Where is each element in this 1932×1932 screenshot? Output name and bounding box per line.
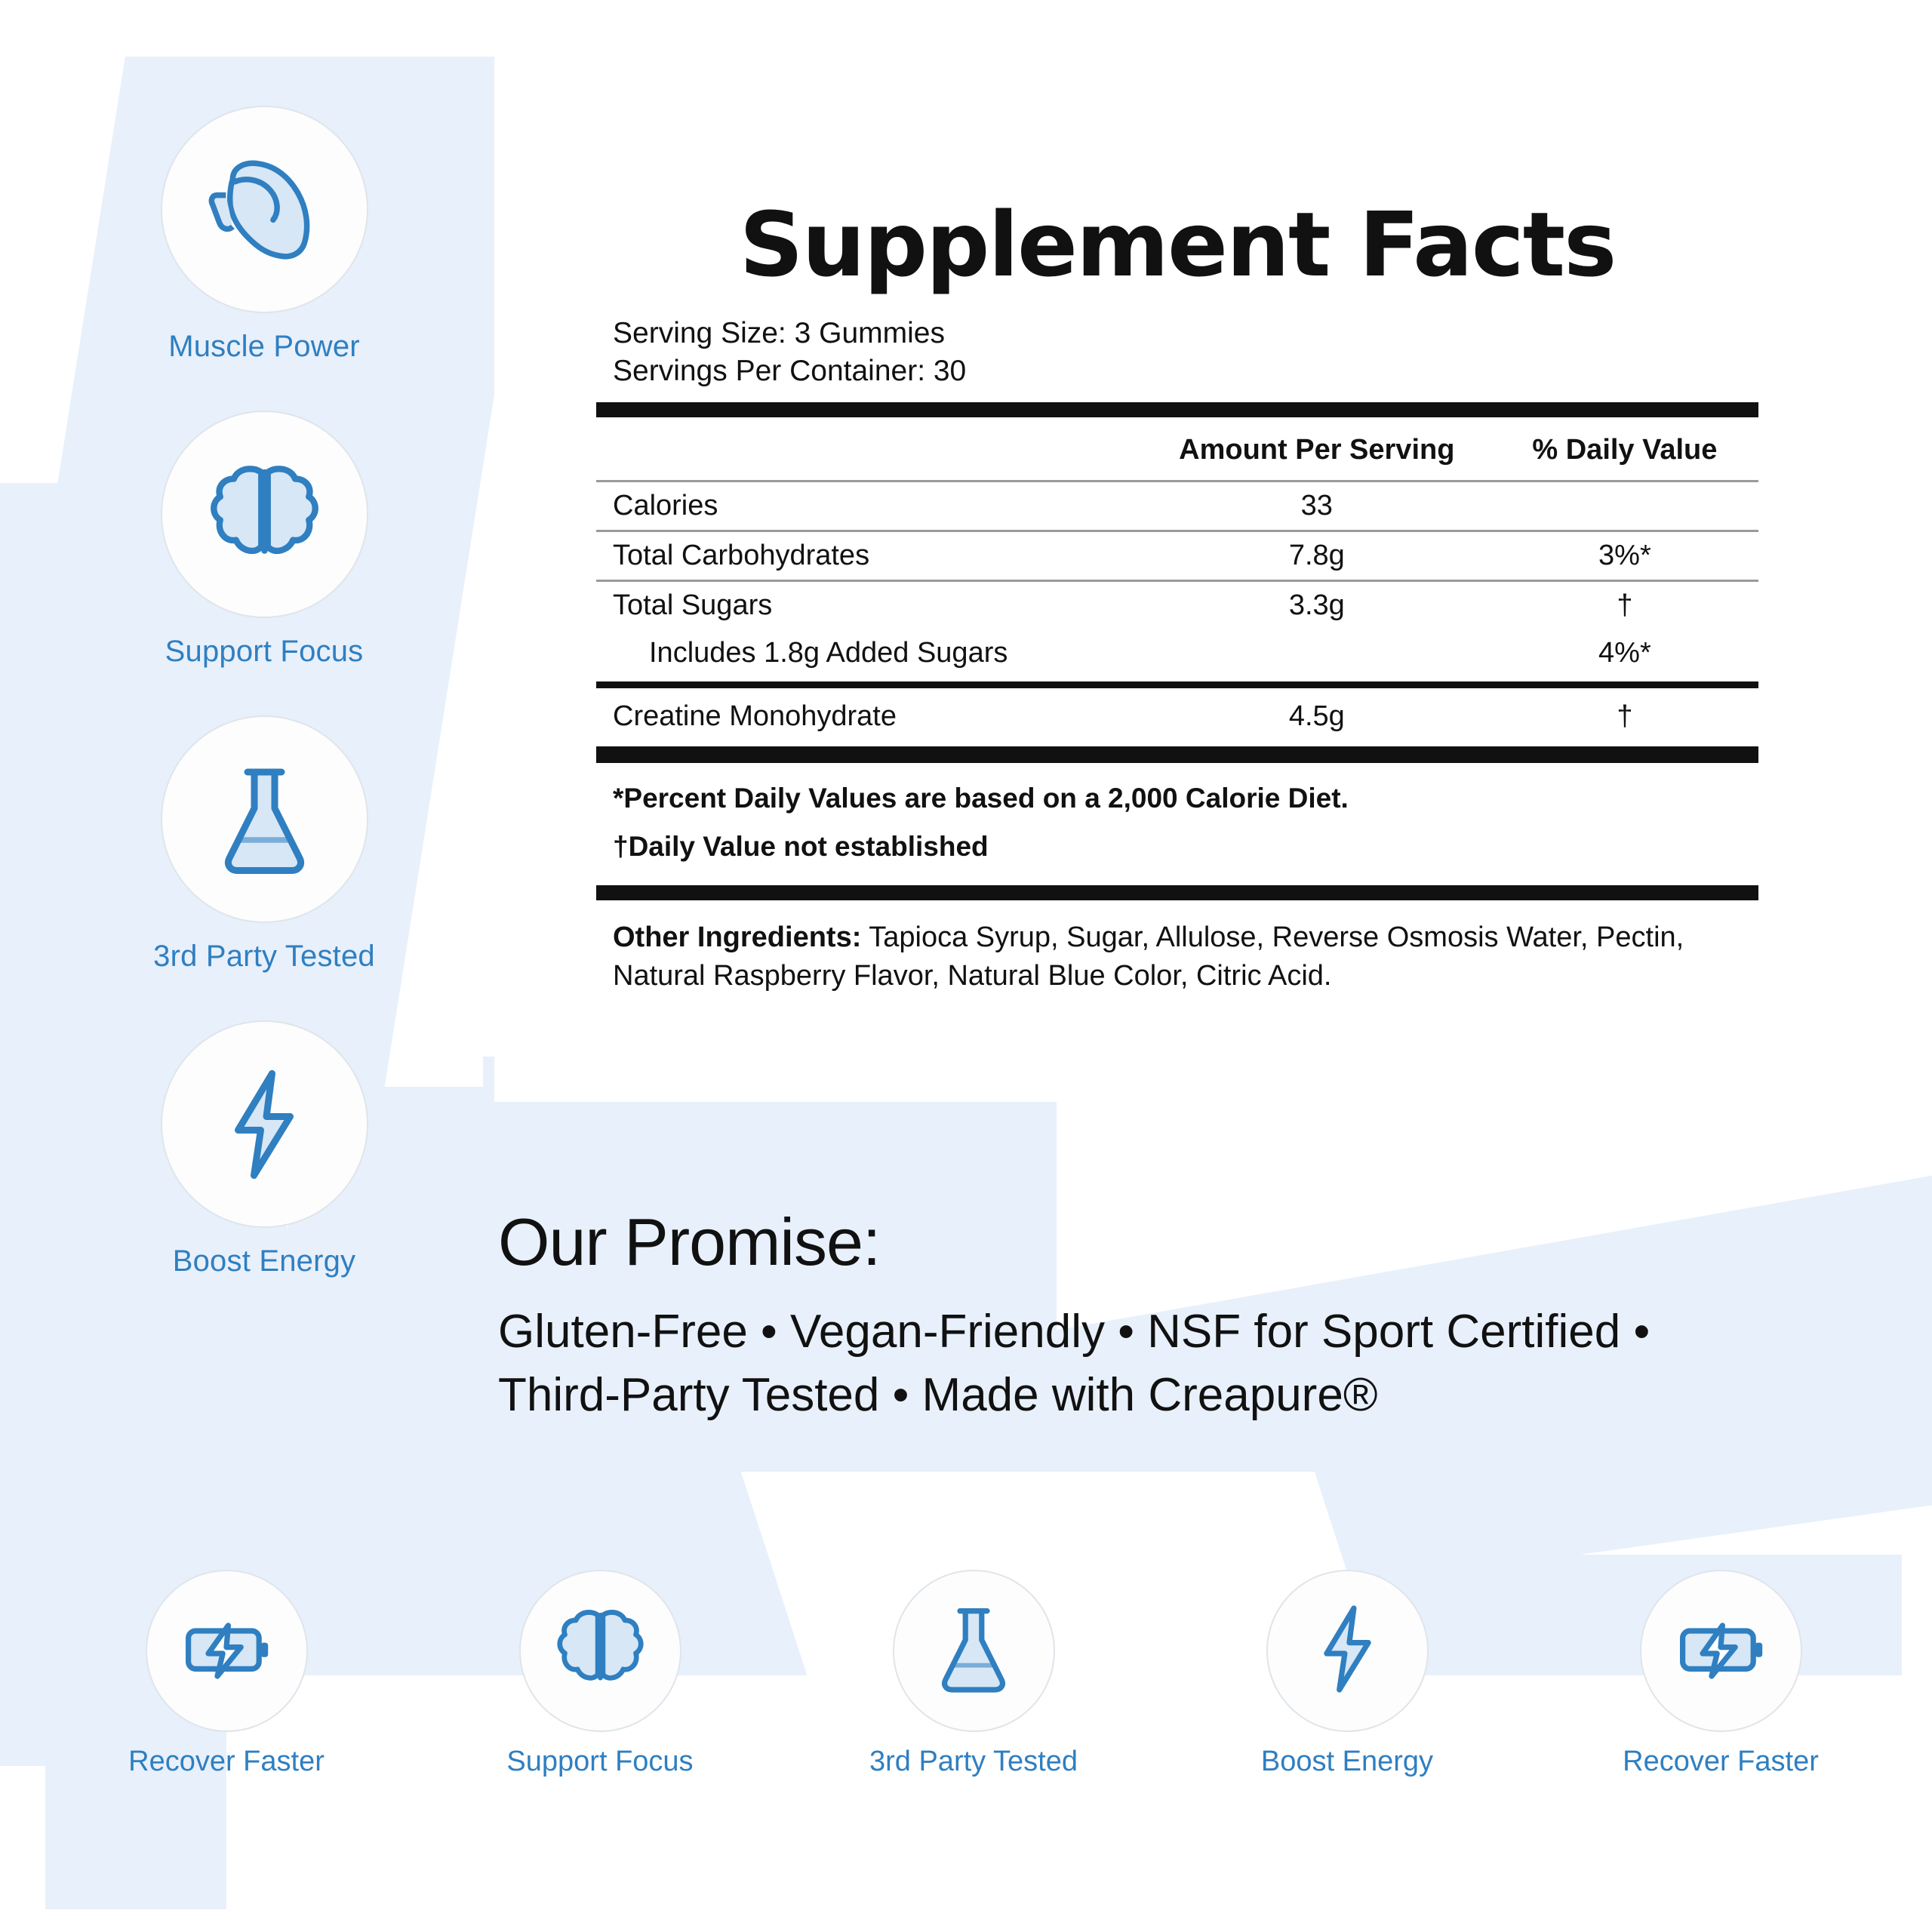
table-row <box>596 693 1758 740</box>
nutrition-rows <box>596 482 1758 677</box>
benefit-label: 3rd Party Tested <box>153 940 375 973</box>
badge-circle <box>146 1570 308 1732</box>
promise-line-1: Gluten-Free • Vegan-Friendly • NSF for Sport Certified • <box>498 1306 1651 1358</box>
benefit-muscle-power <box>83 106 445 364</box>
active-ingredient-rows <box>596 693 1758 740</box>
bottom-benefits-row <box>68 1570 1879 1778</box>
benefit-3rd-party-tested <box>83 715 445 974</box>
benefit-label: Support Focus <box>165 635 364 668</box>
row-name: Includes 1.8g Added Sugars <box>649 636 1008 669</box>
battery-bolt-icon <box>181 1611 272 1690</box>
benefit-label: Boost Energy <box>1260 1746 1434 1777</box>
benefit-label: Recover Faster <box>128 1746 325 1777</box>
other-ingredients-text: Tapioca Syrup, Sugar, Allulose, Reverse Osmosis Water, Pectin, Natural Raspberry Flavor, Natural Blue Color, Citric Acid. <box>613 921 1684 992</box>
badge-circle <box>893 1570 1055 1732</box>
divider-medium <box>596 681 1758 688</box>
page-title: Supplement Facts <box>739 192 1616 297</box>
bottom-benefit-boost-energy <box>1189 1570 1506 1778</box>
our-promise-section <box>498 1204 1849 1426</box>
row-amount <box>1143 629 1491 677</box>
divider-thick-top <box>596 402 1758 417</box>
row-daily-value: 4%* <box>1598 636 1651 669</box>
row-daily-value: 3%* <box>1491 531 1758 580</box>
divider-thick-bottom <box>596 746 1758 763</box>
row-daily-value: † <box>1617 589 1633 621</box>
bottom-benefit-recover-faster-2 <box>1562 1570 1879 1778</box>
benefit-label: 3rd Party Tested <box>869 1746 1078 1777</box>
footnote-percent-daily-value: *Percent Daily Values are based on a 2,000 Calorie Diet. <box>613 782 1349 814</box>
row-name: Creatine Monohydrate <box>613 700 897 732</box>
badge-circle <box>161 715 368 923</box>
divider-thick-ingredients <box>596 885 1758 900</box>
row-amount: 4.5g <box>1288 700 1345 732</box>
left-benefits-column <box>83 106 445 1325</box>
row-name: Total Sugars <box>613 589 773 621</box>
benefit-label: Muscle Power <box>168 330 360 363</box>
supplement-facts-panel <box>596 192 1758 995</box>
promise-line-2: Third-Party Tested • Made with Creapure® <box>498 1368 1378 1421</box>
lightning-bolt-icon <box>1312 1604 1383 1698</box>
brain-icon <box>553 1607 648 1695</box>
bicep-icon <box>208 157 321 263</box>
bottom-benefit-3rd-party-tested <box>815 1570 1132 1778</box>
benefit-label: Boost Energy <box>172 1244 356 1278</box>
bottom-benefit-recover-faster-1 <box>68 1570 385 1778</box>
badge-circle <box>519 1570 681 1732</box>
footnote-daily-value-not-established: †Daily Value not established <box>613 830 989 862</box>
row-name: Total Carbohydrates <box>596 531 1143 580</box>
battery-bolt-icon <box>1675 1611 1766 1690</box>
row-daily-value <box>1491 482 1758 531</box>
badge-circle <box>161 1020 368 1228</box>
bottom-benefit-support-focus <box>441 1570 758 1778</box>
badge-circle <box>1640 1570 1802 1732</box>
benefit-label: Support Focus <box>506 1746 694 1777</box>
nutrition-table <box>596 417 1758 480</box>
table-header-row <box>596 417 1758 480</box>
flask-icon <box>214 763 315 876</box>
badge-circle <box>161 106 368 313</box>
header-daily-value: % Daily Value <box>1532 433 1718 466</box>
row-daily-value: † <box>1617 700 1633 732</box>
row-amount: 33 <box>1143 482 1491 531</box>
benefit-boost-energy <box>83 1020 445 1278</box>
badge-circle <box>161 411 368 618</box>
other-ingredients <box>613 918 1742 996</box>
header-blank <box>596 417 1143 480</box>
servings-per-container: Servings Per Container: 30 <box>613 354 967 387</box>
lightning-bolt-icon <box>219 1068 309 1181</box>
brain-icon <box>206 462 323 568</box>
row-amount: 7.8g <box>1143 531 1491 580</box>
row-amount: 3.3g <box>1288 589 1345 621</box>
promise-title: Our Promise: <box>498 1204 881 1279</box>
flask-icon <box>933 1604 1014 1698</box>
header-amount-per-serving: Amount Per Serving <box>1179 433 1455 466</box>
other-ingredients-label: Other Ingredients: <box>613 921 862 953</box>
benefit-support-focus <box>83 411 445 669</box>
table-row <box>596 482 1758 531</box>
badge-circle <box>1266 1570 1429 1732</box>
benefit-label: Recover Faster <box>1623 1746 1819 1777</box>
row-name: Calories <box>596 482 1143 531</box>
serving-size: Serving Size: 3 Gummies <box>613 317 945 349</box>
table-row <box>596 629 1758 677</box>
table-row <box>596 531 1758 580</box>
table-row <box>596 580 1758 629</box>
